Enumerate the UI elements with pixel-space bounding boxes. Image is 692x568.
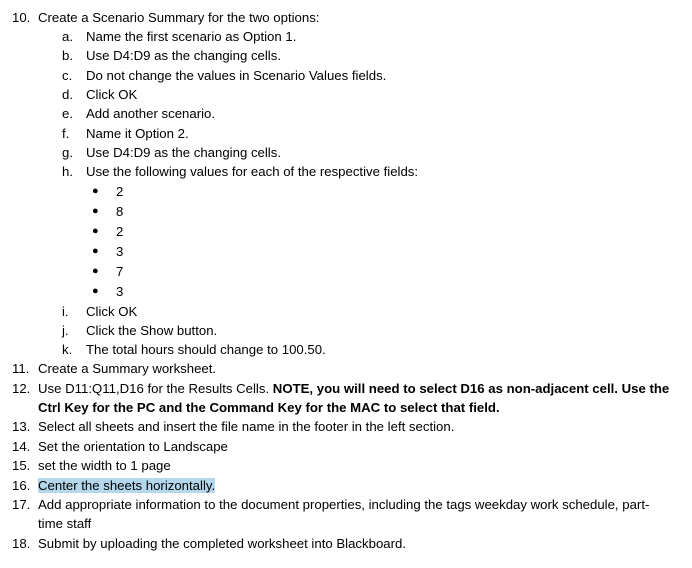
list-item-13 [0, 417, 692, 436]
sub-item-letter: h. [62, 164, 73, 179]
item-number: 10. [12, 10, 31, 25]
bullet-dot-icon: ● [92, 285, 99, 297]
sub-item-e [0, 104, 692, 123]
bullet-item [0, 242, 692, 261]
item-text: Set the orientation to Landscape [38, 439, 228, 454]
bullet-dot-icon: ● [92, 205, 99, 217]
bullet-value: 2 [116, 184, 124, 199]
bullet-value: 2 [116, 224, 124, 239]
item-number: 15. [12, 458, 31, 473]
sub-item-letter: g. [62, 145, 73, 160]
list-item-12 [0, 379, 692, 398]
list-item-14 [0, 437, 692, 456]
sub-item-text: Add another scenario. [86, 106, 216, 121]
sub-item-d [0, 85, 692, 104]
bullet-dot-icon: ● [92, 265, 99, 277]
sub-item-g [0, 143, 692, 162]
list-item-17 [0, 495, 692, 514]
sub-item-c [0, 66, 692, 85]
sub-item-f [0, 124, 692, 143]
sub-item-letter: f. [62, 126, 70, 141]
sub-item-letter: i. [62, 304, 69, 319]
list-item-12-continuation [0, 398, 692, 417]
item-note-bold: NOTE, you will need to select D16 as non-adjacent cell. Use the [272, 381, 670, 396]
sub-item-text: Name it Option 2. [86, 126, 189, 141]
sub-item-text: Click OK [86, 87, 138, 102]
sub-item-text: Use D4:D9 as the changing cells. [86, 145, 281, 160]
item-number: 13. [12, 419, 31, 434]
sub-item-letter: a. [62, 29, 73, 44]
item-number: 17. [12, 497, 31, 512]
list-item-17-continuation [0, 514, 692, 533]
item-text: set the width to 1 page [38, 458, 171, 473]
item-text: Add appropriate information to the document properties, including the tags weekday work schedule, part- [38, 497, 650, 512]
item-text-continued: time staff [38, 516, 92, 531]
bullet-dot-icon: ● [92, 185, 99, 197]
sub-item-text: Use the following values for each of the respective fields: [86, 164, 419, 179]
bullet-item [0, 262, 692, 281]
sub-item-j [0, 321, 692, 340]
bullet-item [0, 202, 692, 221]
sub-item-letter: d. [62, 87, 73, 102]
text-selection-highlight[interactable]: Center the sheets horizontally. [38, 478, 216, 493]
sub-item-text: Click OK [86, 304, 138, 319]
bullet-dot-icon: ● [92, 245, 99, 257]
sub-item-letter: b. [62, 48, 73, 63]
bullet-value: 8 [116, 204, 124, 219]
sub-item-letter: j. [62, 323, 69, 338]
bullet-item [0, 222, 692, 241]
sub-item-letter: k. [62, 342, 73, 357]
item-number: 12. [12, 381, 31, 396]
sub-item-text: Use D4:D9 as the changing cells. [86, 48, 281, 63]
bullet-value: 7 [116, 264, 124, 279]
item-number: 11. [12, 361, 30, 376]
list-item-10 [0, 8, 692, 27]
item-text: Create a Scenario Summary for the two options: [38, 10, 320, 25]
list-item-16 [0, 476, 692, 495]
sub-item-b [0, 46, 692, 65]
item-number: 16. [12, 478, 31, 493]
sub-item-k [0, 340, 692, 359]
item-number: 14. [12, 439, 31, 454]
list-item-15 [0, 456, 692, 475]
sub-item-letter: e. [62, 106, 73, 121]
item-text: Create a Summary worksheet. [38, 361, 217, 376]
sub-item-h [0, 162, 692, 181]
sub-item-text: The total hours should change to 100.50. [86, 342, 326, 357]
item-text [38, 379, 669, 398]
bullet-value: 3 [116, 244, 124, 259]
item-text-plain: Use D11:Q11,D16 for the Results Cells. [38, 381, 273, 396]
list-item-18 [0, 534, 692, 553]
item-number: 18. [12, 536, 31, 551]
bullet-item [0, 282, 692, 301]
item-text-highlighted [38, 476, 215, 495]
sub-item-text: Name the first scenario as Option 1. [86, 29, 297, 44]
sub-item-text: Click the Show button. [86, 323, 218, 338]
bullet-dot-icon: ● [92, 225, 99, 237]
item-text: Select all sheets and insert the file name in the footer in the left section. [38, 419, 455, 434]
sub-item-letter: c. [62, 68, 73, 83]
item-note-bold-continued: Ctrl Key for the PC and the Command Key for the MAC to select that field. [38, 400, 500, 415]
item-text: Submit by uploading the completed worksheet into Blackboard. [38, 536, 407, 551]
sub-item-text: Do not change the values in Scenario Values fields. [86, 68, 387, 83]
bullet-value: 3 [116, 284, 124, 299]
sub-item-a [0, 27, 692, 46]
sub-item-i [0, 302, 692, 321]
bullet-item [0, 182, 692, 201]
list-item-11 [0, 359, 692, 378]
